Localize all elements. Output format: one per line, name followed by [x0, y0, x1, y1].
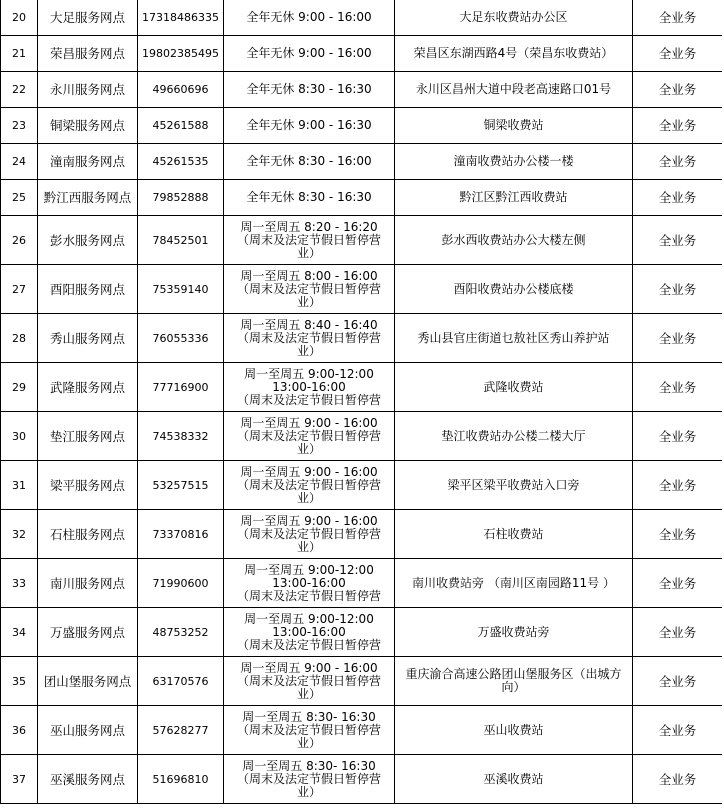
- table-row: [1, 706, 723, 755]
- business-hours: [224, 36, 395, 72]
- address: 荣昌区东湖西路4号（荣昌东收费站）: [395, 36, 633, 72]
- table-row: [1, 216, 723, 265]
- business-scope: 全业务: [633, 0, 723, 36]
- table-row: [1, 314, 723, 363]
- business-scope: 全业务: [633, 706, 723, 755]
- business-hours-line: （周末及法定节假日暂停营: [236, 330, 381, 345]
- row-number: 24: [1, 144, 38, 180]
- service-point-name: 万盛服务网点: [38, 608, 138, 657]
- address: 万盛收费站旁: [395, 608, 633, 657]
- phone-number: 73370816: [138, 510, 224, 559]
- business-scope: 全业务: [633, 216, 723, 265]
- phone-number: 19802385495: [138, 36, 224, 72]
- business-hours-line: （周末及法定节假日暂停营: [236, 281, 381, 296]
- business-hours-line: （周末及法定节假日暂停营: [236, 526, 381, 541]
- address: 巫山收费站: [395, 706, 633, 755]
- row-number: 23: [1, 108, 38, 144]
- business-hours-line: 全年无休 9:00 - 16:00: [246, 9, 372, 24]
- address: 酉阳收费站办公楼底楼: [395, 265, 633, 314]
- business-scope: 全业务: [633, 657, 723, 706]
- business-hours: [224, 461, 395, 510]
- table-row: [1, 144, 723, 180]
- service-point-name: 团山堡服务网点: [38, 657, 138, 706]
- table-row: [1, 72, 723, 108]
- service-point-name: 石柱服务网点: [38, 510, 138, 559]
- business-scope: 全业务: [633, 412, 723, 461]
- business-hours: [224, 608, 395, 657]
- address: 石柱收费站: [395, 510, 633, 559]
- phone-number: 75359140: [138, 265, 224, 314]
- business-hours-line: 周一至周五 8:20 - 16:20: [240, 219, 378, 234]
- row-number: 22: [1, 72, 38, 108]
- business-hours-line: 业）: [296, 539, 321, 554]
- table-row: [1, 36, 723, 72]
- business-hours-line: 周一至周五 8:30- 16:30: [242, 709, 376, 724]
- service-point-name: 秀山服务网点: [38, 314, 138, 363]
- business-hours-line: （周末及法定节假日暂停营: [236, 588, 381, 603]
- service-point-name: 大足服务网点: [38, 0, 138, 36]
- address: 潼南收费站办公楼一楼: [395, 144, 633, 180]
- address: 秀山县官庄街道乜敖社区秀山养护站: [395, 314, 633, 363]
- business-hours-line: 业）: [296, 490, 321, 505]
- business-hours-line: 周一至周五 9:00-12:00: [244, 366, 374, 381]
- phone-number: 57628277: [138, 706, 224, 755]
- business-hours-line: 周一至周五 9:00 - 16:00: [240, 660, 378, 675]
- business-hours: [224, 314, 395, 363]
- business-hours: [224, 706, 395, 755]
- business-hours-line: （周末及法定节假日暂停营: [236, 722, 381, 737]
- business-hours-line: 业）: [296, 735, 321, 750]
- service-point-name: 永川服务网点: [38, 72, 138, 108]
- row-number: 37: [1, 755, 38, 804]
- business-hours-line: 业）: [296, 784, 321, 799]
- table-row: [1, 108, 723, 144]
- phone-number: 45261588: [138, 108, 224, 144]
- table-row: [1, 363, 723, 412]
- address: 黔江区黔江西收费站: [395, 180, 633, 216]
- table-row: [1, 559, 723, 608]
- service-point-name: 潼南服务网点: [38, 144, 138, 180]
- business-scope: 全业务: [633, 72, 723, 108]
- phone-number: 45261535: [138, 144, 224, 180]
- business-hours: [224, 216, 395, 265]
- service-point-name: 铜梁服务网点: [38, 108, 138, 144]
- business-scope: 全业务: [633, 36, 723, 72]
- table-row: [1, 0, 723, 36]
- address: 永川区昌州大道中段老高速路口01号: [395, 72, 633, 108]
- business-scope: 全业务: [633, 461, 723, 510]
- service-point-name: 彭水服务网点: [38, 216, 138, 265]
- business-scope: 全业务: [633, 144, 723, 180]
- business-hours-line: 周一至周五 9:00-12:00: [244, 562, 374, 577]
- address: 重庆渝合高速公路团山堡服务区（出城方向）: [395, 657, 633, 706]
- row-number: 35: [1, 657, 38, 706]
- service-point-name: 荣昌服务网点: [38, 36, 138, 72]
- phone-number: 71990600: [138, 559, 224, 608]
- phone-number: 48753252: [138, 608, 224, 657]
- business-hours-line: 全年无休 8:30 - 16:30: [246, 82, 372, 96]
- business-hours-line: 周一至周五 8:00 - 16:00: [240, 268, 378, 283]
- business-scope: 全业务: [633, 108, 723, 144]
- table-body: [1, 0, 723, 804]
- business-hours-line: （周末及法定节假日暂停营: [236, 428, 381, 443]
- table-row: [1, 510, 723, 559]
- phone-number: 77716900: [138, 363, 224, 412]
- address: 武隆收费站: [395, 363, 633, 412]
- business-hours-line: （周末及法定节假日暂停营: [236, 232, 381, 247]
- row-number: 32: [1, 510, 38, 559]
- table-row: [1, 608, 723, 657]
- business-scope: 全业务: [633, 559, 723, 608]
- service-point-name: 黔江西服务网点: [38, 180, 138, 216]
- phone-number: 74538332: [138, 412, 224, 461]
- row-number: 27: [1, 265, 38, 314]
- business-hours: [224, 363, 395, 412]
- business-hours-line: 业）: [296, 294, 321, 309]
- address: 大足东收费站办公区: [395, 0, 633, 36]
- address: 垫江收费站办公楼二楼大厅: [395, 412, 633, 461]
- row-number: 36: [1, 706, 38, 755]
- row-number: 20: [1, 0, 38, 36]
- business-hours-line: 13:00-16:00: [272, 379, 346, 394]
- table-row: [1, 461, 723, 510]
- business-hours-line: （周末及法定节假日暂停营: [236, 392, 381, 407]
- phone-number: 49660696: [138, 72, 224, 108]
- business-scope: 全业务: [633, 510, 723, 559]
- business-hours: [224, 265, 395, 314]
- row-number: 29: [1, 363, 38, 412]
- business-hours-line: 全年无休 9:00 - 16:00: [246, 46, 372, 60]
- business-hours-line: 业）: [296, 441, 321, 456]
- row-number: 31: [1, 461, 38, 510]
- business-hours-line: 周一至周五 8:40 - 16:40: [240, 317, 378, 332]
- row-number: 25: [1, 180, 38, 216]
- business-scope: 全业务: [633, 265, 723, 314]
- business-hours-line: 业）: [296, 343, 321, 358]
- row-number: 34: [1, 608, 38, 657]
- business-hours: [224, 755, 395, 804]
- business-hours-line: 业）: [296, 686, 321, 701]
- business-hours-line: 业）: [296, 245, 321, 260]
- business-scope: 全业务: [633, 314, 723, 363]
- business-hours-line: 13:00-16:00: [272, 575, 346, 590]
- business-hours-line: 周一至周五 9:00-12:00: [244, 611, 374, 626]
- business-hours: [224, 144, 395, 180]
- table-row: [1, 265, 723, 314]
- business-hours-line: 全年无休 8:30 - 16:30: [246, 190, 372, 204]
- phone-number: 78452501: [138, 216, 224, 265]
- business-hours-line: （周末及法定节假日暂停营: [236, 477, 381, 492]
- row-number: 33: [1, 559, 38, 608]
- service-point-name: 南川服务网点: [38, 559, 138, 608]
- row-number: 30: [1, 412, 38, 461]
- service-point-name: 武隆服务网点: [38, 363, 138, 412]
- address: 南川收费站旁 （南川区南园路11号 ）: [395, 559, 633, 608]
- address: 巫溪收费站: [395, 755, 633, 804]
- phone-number: 17318486335: [138, 0, 224, 36]
- business-hours: [224, 0, 395, 36]
- business-hours: [224, 180, 395, 216]
- service-point-name: 巫山服务网点: [38, 706, 138, 755]
- business-scope: 全业务: [633, 608, 723, 657]
- service-point-name: 酉阳服务网点: [38, 265, 138, 314]
- phone-number: 51696810: [138, 755, 224, 804]
- business-scope: 全业务: [633, 180, 723, 216]
- business-hours-line: 周一至周五 9:00 - 16:00: [240, 464, 378, 479]
- phone-number: 63170576: [138, 657, 224, 706]
- phone-number: 79852888: [138, 180, 224, 216]
- table-row: [1, 412, 723, 461]
- table-row: [1, 180, 723, 216]
- row-number: 26: [1, 216, 38, 265]
- address: 铜梁收费站: [395, 108, 633, 144]
- business-hours: [224, 510, 395, 559]
- table-row: [1, 755, 723, 804]
- business-hours-line: 13:00-16:00: [272, 624, 346, 639]
- address: 彭水西收费站办公大楼左侧: [395, 216, 633, 265]
- table-row: [1, 657, 723, 706]
- business-hours: [224, 72, 395, 108]
- business-hours-line: 全年无休 9:00 - 16:30: [246, 118, 372, 132]
- business-hours: [224, 108, 395, 144]
- business-hours-line: 周一至周五 9:00 - 16:00: [240, 415, 378, 430]
- business-hours: [224, 657, 395, 706]
- business-scope: 全业务: [633, 363, 723, 412]
- business-hours: [224, 559, 395, 608]
- row-number: 21: [1, 36, 38, 72]
- business-hours-line: 全年无休 8:30 - 16:00: [246, 154, 372, 168]
- business-hours-line: （周末及法定节假日暂停营: [236, 673, 381, 688]
- row-number: 28: [1, 314, 38, 363]
- phone-number: 76055336: [138, 314, 224, 363]
- service-point-name: 巫溪服务网点: [38, 755, 138, 804]
- phone-number: 53257515: [138, 461, 224, 510]
- business-hours-line: 周一至周五 8:30- 16:30: [242, 758, 376, 773]
- business-hours: [224, 412, 395, 461]
- service-point-name: 梁平服务网点: [38, 461, 138, 510]
- business-scope: 全业务: [633, 755, 723, 804]
- business-hours-line: （周末及法定节假日暂停营: [236, 637, 381, 652]
- business-hours-line: （周末及法定节假日暂停营: [236, 771, 381, 786]
- service-point-name: 垫江服务网点: [38, 412, 138, 461]
- address: 梁平区梁平收费站入口旁: [395, 461, 633, 510]
- business-hours-line: 周一至周五 9:00 - 16:00: [240, 513, 378, 528]
